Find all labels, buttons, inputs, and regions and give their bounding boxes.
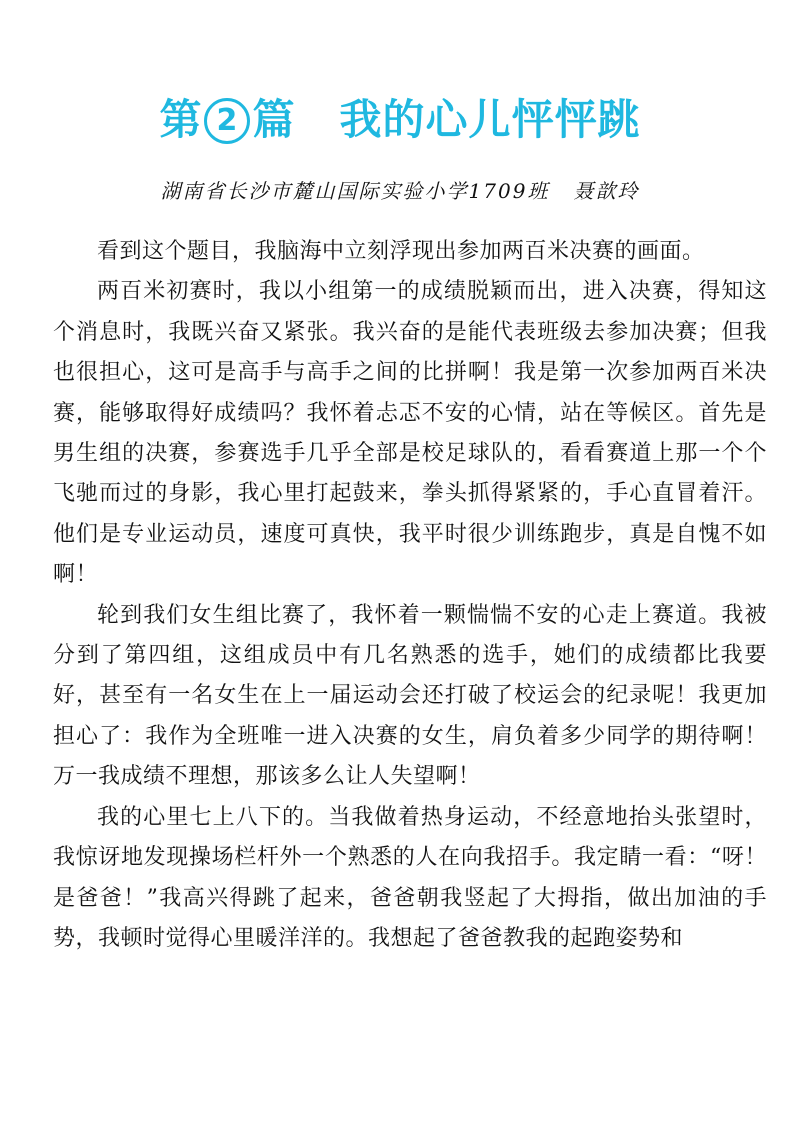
paragraph-4: 我的心里七上八下的。当我做着热身运动，不经意地抬头张望时，我惊讶地发现操场栏杆外一个熟悉的人在向我招手。我定睛一看：“呀！是爸爸！”我高兴得跳了起来，爸爸朝我竖起了大拇指，做出加油的手势，我顿时觉得心里暖洋洋的。我想起了爸爸教我的起跑姿势和 [53, 804, 767, 951]
author-school: 湖南省长沙市麓山国际实验小学1709班 [160, 179, 550, 203]
article-body [53, 232, 767, 959]
article-title [0, 92, 800, 148]
author-name: 聂歆玲 [573, 179, 640, 203]
article-number-badge: 2 [204, 98, 250, 144]
paragraph-2: 两百米初赛时，我以小组第一的成绩脱颖而出，进入决赛，得知这个消息时，我既兴奋又紧张。我兴奋的是能代表班级去参加决赛；但我也很担心，这可是高手与高手之间的比拼啊！我是第一次参加两百米决赛，能够取得好成绩吗？我怀着忐忑不安的心情，站在等候区。首先是男生组的决赛，参赛选手几乎全部是校足球队的，看看赛道上那一个个飞驰而过的身影，我心里打起鼓来，拳头抓得紧紧的，手心直冒着汗。他们是专业运动员，速度可真快，我平时很少训练跑步，真是自愧不如啊！ [53, 279, 767, 588]
paragraph-3: 轮到我们女生组比赛了，我怀着一颗惴惴不安的心走上赛道。我被分到了第四组，这组成员中有几名熟悉的选手，她们的成绩都比我要好，甚至有一名女生在上一届运动会还打破了校运会的纪录呢！我更加担心了：我作为全班唯一进入决赛的女生，肩负着多少同学的期待啊！万一我成绩不理想，那该多么让人失望啊！ [53, 602, 767, 790]
title-prefix: 第 [159, 95, 203, 144]
title-suffix: 篇 [252, 95, 296, 144]
title-heading: 我的心儿怦怦跳 [339, 95, 641, 144]
author-byline [0, 176, 800, 206]
paragraph-1: 看到这个题目，我脑海中立刻浮现出参加两百米决赛的画面。 [97, 239, 705, 264]
